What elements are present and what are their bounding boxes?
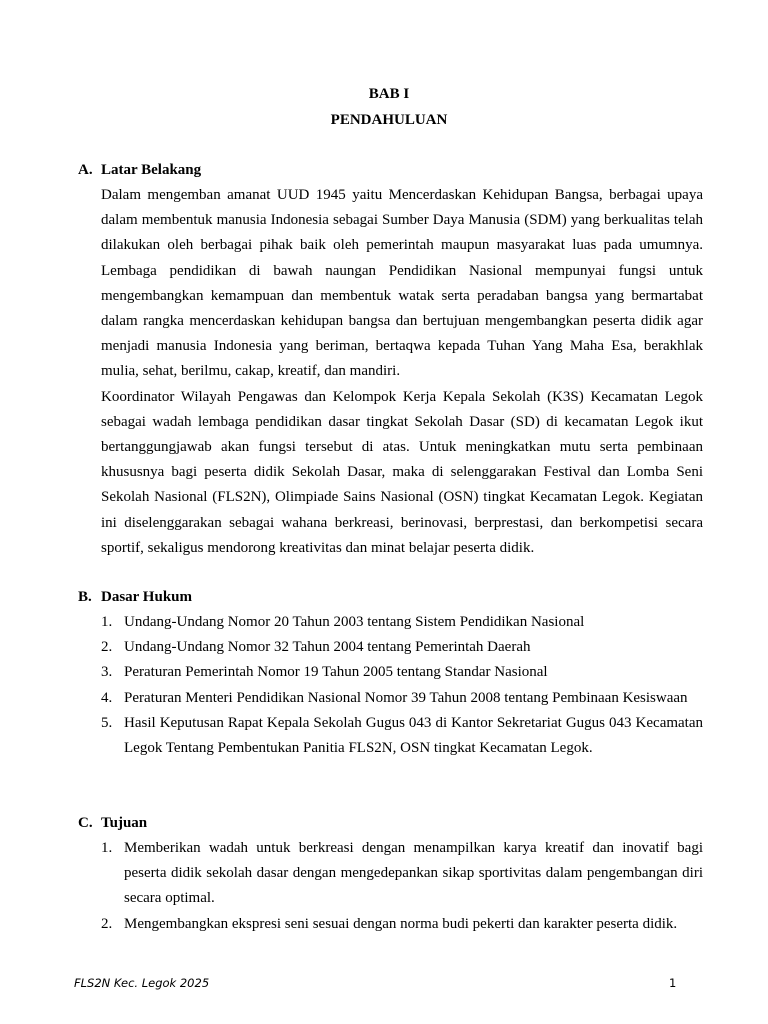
list-item-text: Hasil Keputusan Rapat Kepala Sekolah Gugus 043 di Kantor Sekretariat Gugus 043 Kecamatan Legok Tentang Pembentukan Panitia FLS2N, OSN tingkat Kecamatan Legok. <box>124 714 703 757</box>
section-title: Latar Belakang <box>101 162 202 178</box>
section-title: Tujuan <box>101 815 148 831</box>
list-item-number: 2. <box>101 915 113 932</box>
section-latar-belakang <box>78 158 703 561</box>
list-item-text: Peraturan Pemerintah Nomor 19 Tahun 2005 tentang Standar Nasional <box>124 664 548 681</box>
chapter-title: PENDAHULUAN <box>330 112 448 128</box>
footer-page-number: 1 <box>669 976 677 990</box>
section-dasar-hukum <box>78 585 703 761</box>
section-tujuan <box>78 811 703 937</box>
footer-document-label: FLS2N Kec. Legok 2025 <box>74 976 210 990</box>
legal-basis-list <box>78 610 703 761</box>
paragraph: Koordinator Wilayah Pengawas dan Kelompok Kerja Kepala Sekolah (K3S) Kecamatan Legok sebagai wadah lembaga pendidikan dasar tingkat Sekolah Dasar (SD) di kecamatan Legok ikut bertanggungjawab akan fungsi tersebut di atas. Untuk meningkatkan mutu serta pembinaan khususnya bagi peserta didik Sekolah Dasar, maka di selenggarakan Festival dan Lomba Seni Sekolah Nasional (FLS2N), Olimpiade Sains Nasional (OSN) tingkat Kecamatan Legok. Kegiatan ini diselenggarakan sebagai wahana berkreasi, berinovasi, berprestasi, dan berkompetisi secara sportif, sekaligus mendorong kreativitas dan minat belajar peserta didik. <box>101 388 703 556</box>
list-item-number: 1. <box>101 840 113 856</box>
list-item <box>78 912 703 937</box>
list-item <box>78 711 703 761</box>
section-heading <box>78 158 703 183</box>
paragraph: Dalam mengemban amanat UUD 1945 yaitu Mencerdaskan Kehidupan Bangsa, berbagai upaya dalam membentuk manusia Indonesia sebagai Sumber Daya Manusia (SDM) yang berkualitas telah dilakukan oleh berbagai pihak baik oleh pemerintah maupun masyarakat luas pada umumnya. Lembaga pendidikan di bawah naungan Pendidikan Nasional mempunyai fungsi untuk mengembangkan kemampuan dan membentuk watak serta peradaban bangsa yang bermartabat dalam rangka mencerdaskan kehidupan bangsa dan bertujuan mengembangkan peserta didik agar menjadi manusia Indonesia yang beriman, bertaqwa kepada Tuhan Yang Maha Esa, berakhlak mulia, sehat, berilmu, cakap, kreatif, dan mandiri. <box>101 187 703 380</box>
section-letter: C. <box>78 815 93 831</box>
list-item-number: 4. <box>101 689 113 706</box>
list-item-text: Undang-Undang Nomor 32 Tahun 2004 tentang Pemerintah Daerah <box>124 639 531 656</box>
list-item-text: Peraturan Menteri Pendidikan Nasional Nomor 39 Tahun 2008 tentang Pembinaan Kesiswaan <box>124 689 688 706</box>
section-letter: A. <box>78 162 93 178</box>
list-item <box>78 686 703 711</box>
section-title: Dasar Hukum <box>101 589 192 605</box>
list-item <box>78 635 703 660</box>
objectives-list <box>78 836 703 937</box>
list-item-number: 1. <box>101 614 113 630</box>
chapter-number: BAB I <box>368 86 410 102</box>
list-item-text: Mengembangkan ekspresi seni sesuai dengan norma budi pekerti dan karakter peserta didik. <box>124 915 678 932</box>
list-item-text: Memberikan wadah untuk berkreasi dengan menampilkan karya kreatif dan inovatif bagi peserta didik sekolah dasar dengan mengedepankan sikap sportivitas dalam pengembangan diri secara optimal. <box>124 840 703 907</box>
section-heading <box>78 811 703 836</box>
list-item <box>78 610 703 635</box>
section-letter: B. <box>78 589 92 605</box>
list-item <box>78 660 703 685</box>
list-item-text: Undang-Undang Nomor 20 Tahun 2003 tentang Sistem Pendidikan Nasional <box>124 614 585 630</box>
list-item-number: 2. <box>101 639 113 656</box>
list-item <box>78 836 703 912</box>
list-item-number: 5. <box>101 714 113 731</box>
section-heading <box>78 585 703 610</box>
list-item-number: 3. <box>101 664 113 681</box>
